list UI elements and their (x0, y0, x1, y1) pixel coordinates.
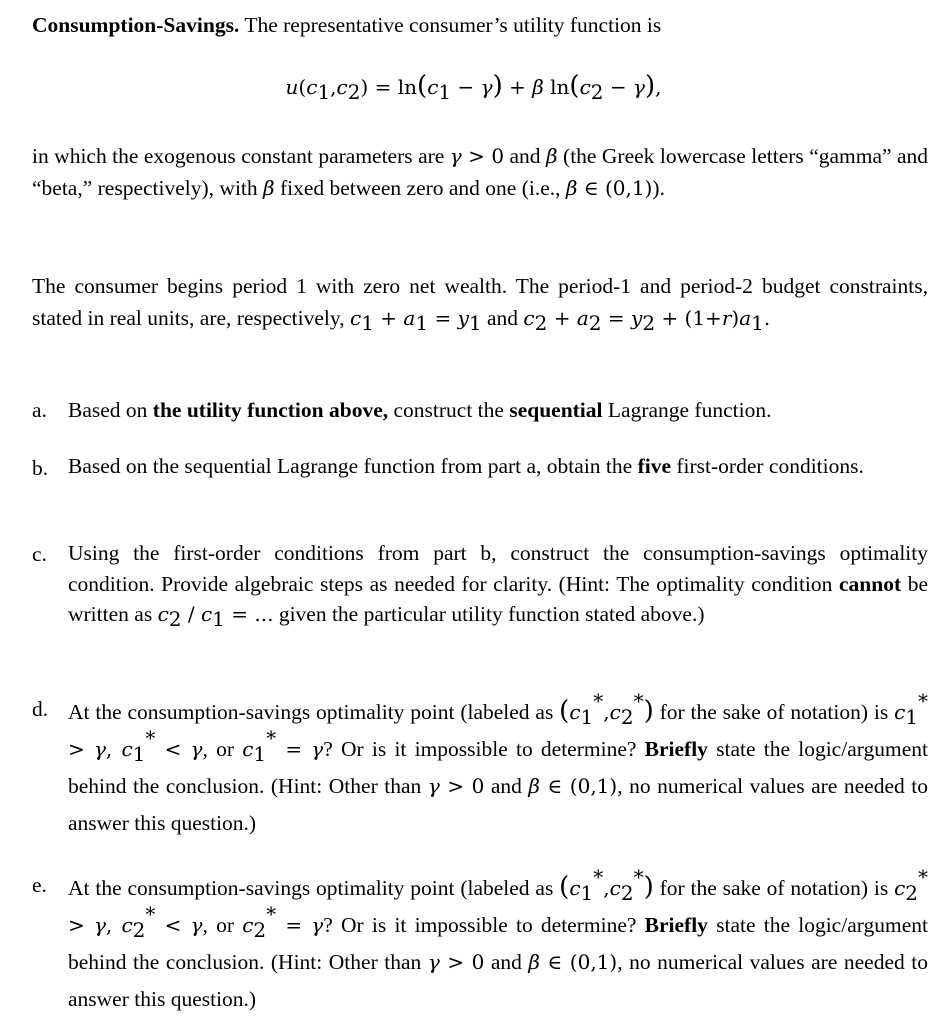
question-c-bold-1: cannot (839, 571, 902, 596)
question-c-text-2: be written as (68, 571, 929, 626)
question-b (32, 452, 928, 481)
param-text-3: (the Greek lowercase letters “gamma” and “beta,” respectively), with (32, 144, 929, 200)
question-e-text-4: ? Or is it impossible to determine? (323, 913, 637, 937)
question-d-text-6: and (490, 774, 522, 798)
question-d-text-2: for the sake of notation) is (659, 700, 889, 724)
question-label: d. (32, 697, 49, 721)
question-e-text-3: , or (202, 913, 234, 937)
question-b-text-2: first-order conditions. (676, 454, 864, 478)
question-label: a. (32, 398, 47, 422)
question-b-text-1: Based on the sequential Lagrange function from part a, obtain the (68, 454, 633, 478)
problem-title: Consumption-Savings. (32, 13, 240, 37)
question-c-text-1: Using the first-order conditions from part b, construct the consumption-savings optimality condition. Provide algebraic steps as needed for clarity. (Hint: The optimality condition (68, 541, 928, 596)
budget-text-2: and (487, 306, 519, 330)
question-text: At the consumption-savings optimality point (labeled as $(c_1^*,c_2^*)$ for the sake of notation) is $c_2^* > \gamma$, $c_2^* < \gamma$, or $c_2^* = \gamma$? Or is it impossible to determine? Briefly state the logic/argument behind the conclusion. (Hint: Other than γ > 0 and β ∈ (0,1), no numerical values are needed to answer this question.) (68, 865, 929, 1011)
budget-text-1: The consumer begins period 1 with zero net wealth. The period-1 and period-2 budget constraints, stated in real units, are, respectively, (32, 274, 928, 330)
question-a (32, 394, 928, 426)
question-d-text-4: ? Or is it impossible to determine? (323, 737, 637, 761)
question-e-text-1: At the consumption-savings optimality point (labeled as (68, 876, 554, 900)
question-text (68, 394, 928, 426)
question-e-bold-1: Briefly (644, 913, 708, 937)
question-a-bold-1: the utility function above, (152, 398, 389, 422)
question-d-text-5: state the logic/argument behind the conclusion. (Hint: Other than (68, 737, 929, 798)
question-d-text-7: , no numerical values are needed to answer this question.) (68, 774, 929, 835)
param-text-4: fixed between zero and one (i.e., (279, 176, 561, 200)
question-e-text-2: for the sake of notation) is (659, 876, 889, 900)
question-e-text-5: state the logic/argument behind the conclusion. (Hint: Other than (68, 913, 929, 974)
question-e (32, 865, 929, 1018)
question-label: b. (32, 456, 49, 480)
question-d-text-3: , or (202, 737, 234, 761)
question-a-text-3: Lagrange function. (607, 398, 772, 422)
param-text-1: in which the exogenous constant parameters are (32, 144, 445, 168)
param-text-5: ). (652, 176, 665, 200)
question-text (68, 452, 928, 481)
question-text: At the consumption-savings optimality point (labeled as $(c_1^*,c_2^*)$ for the sake of notation) is $c_1^* > \gamma$, $c_1^* < \gamma$, or $c_1^* = \gamma$? Or is it impossible to determine? Briefly state the logic/argument behind the conclusion. (Hint: Other than γ > 0 and β ∈ (0,1), no numerical values are needed to answer this question.) (68, 689, 929, 835)
question-a-bold-2: sequential (509, 398, 603, 422)
question-d (32, 689, 929, 842)
intro-line (32, 9, 928, 41)
question-e-text-7: , no numerical values are needed to answer this question.) (68, 950, 929, 1011)
question-label: c. (32, 542, 47, 566)
question-d-bold-1: Briefly (644, 737, 708, 761)
question-c (32, 538, 928, 630)
param-text-2: and (509, 144, 541, 168)
question-b-bold-1: five (637, 454, 671, 478)
question-e-text-6: and (490, 950, 522, 974)
utility-equation: $u(c_1,c_2) = \ln(c_1 - \gamma) + \beta$ $\ln(c_2 - \gamma)$, (285, 71, 662, 104)
intro-lead: The representative consumer’s utility function is (244, 13, 662, 37)
budget-paragraph: The consumer begins period 1 with zero net wealth. The period-1 and period-2 budget constraints, stated in real units, are, respectively, $c_1 + a_1 = y_1$ and $c_2 + a_2 = y_2 + (1+r)a_1$. (32, 274, 928, 335)
question-text: Using the first-order conditions from part b, construct the consumption-savings optimality condition. Provide algebraic steps as needed for clarity. (Hint: The optimality condition cannot be written as $c_2 / c_1$ = ... given the particular utility function stated above.) (68, 541, 929, 631)
question-label: e. (32, 873, 47, 897)
question-d-text-1: At the consumption-savings optimality point (labeled as (68, 700, 554, 724)
question-a-text-2: construct the (393, 398, 504, 422)
question-c-text-3: given the particular utility function stated above.) (278, 602, 705, 626)
parameters-paragraph: in which the exogenous constant parameters are γ > 0 and β (the Greek lowercase letters “gamma” and “beta,” respectively), with β fixed between zero and one (i.e., β ∈ (0,1)). (32, 144, 929, 200)
question-a-text-1: Based on (68, 398, 148, 422)
